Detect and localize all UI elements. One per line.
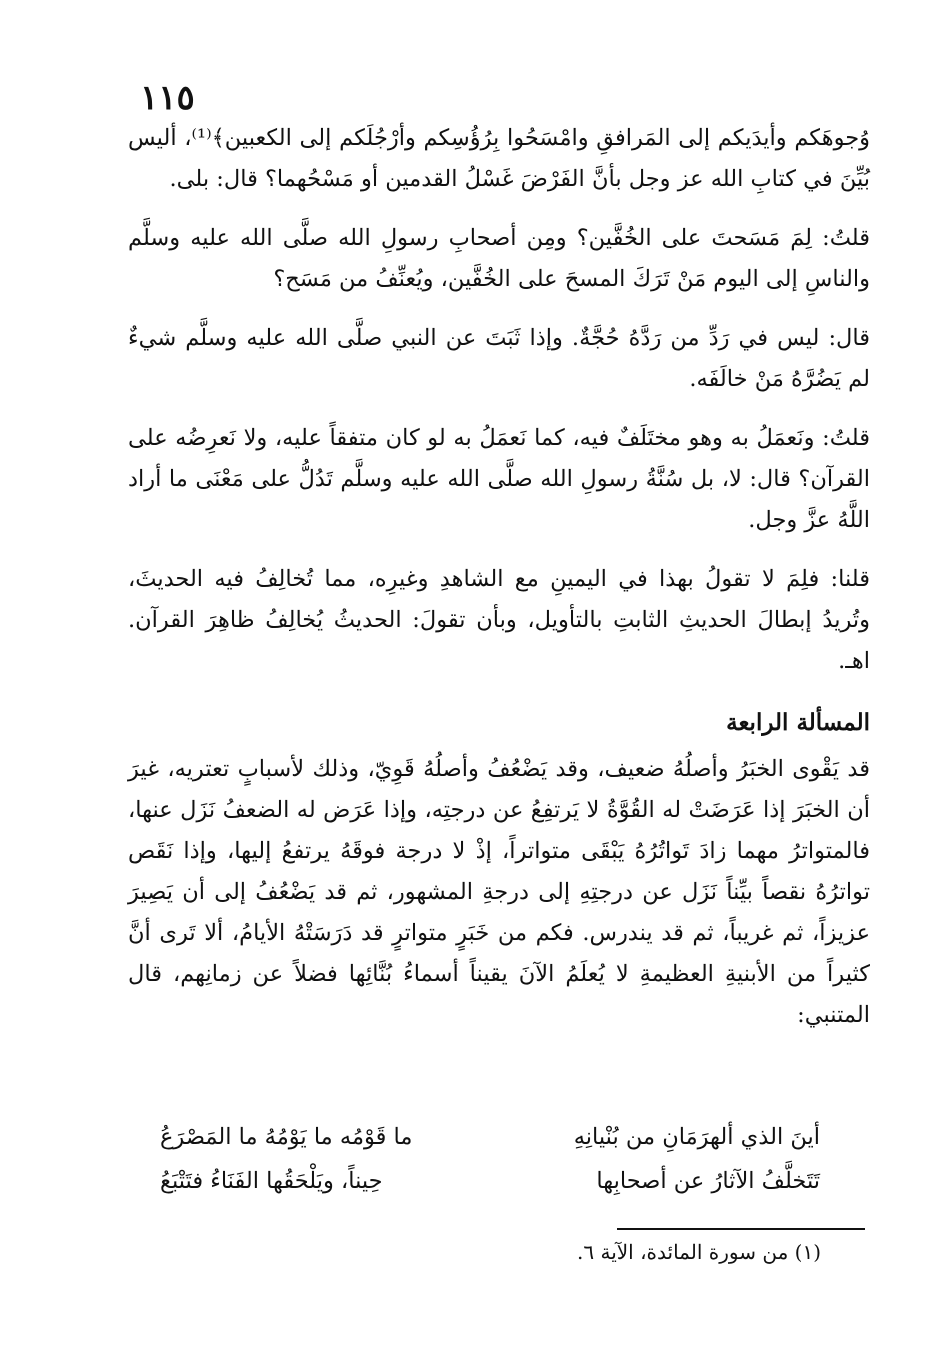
verse-second-hemistich: حِيناً، ويَلْحَقُها الفَنَاءُ فتَتْبَعُ [160, 1168, 383, 1194]
paragraph: قلنا: فلِمَ لا تقولُ بهذا في اليمينِ مع الشاهدِ وغيرِه، مما تُخالِفُ فيه الحديثَ، وتُريدُ إبطالَ الحديثِ الثابتِ بالتأويل، وبأن تقولَ: الحديثُ يُخالِفُ ظاهِرَ القرآن. اهـ. [128, 566, 870, 674]
footnote: (١) من سورة المائدة، الآية ٦. [577, 1240, 821, 1264]
verse-line [160, 1159, 820, 1203]
body-text [128, 118, 870, 1036]
page-number: ١١٥ [140, 78, 195, 118]
verse-line [160, 1115, 820, 1159]
paragraph: قلتُ: ونَعمَلُ به وهو مختَلَفٌ فيه، كما نَعمَلُ به لو كان متفقاً عليه، ولا نَعرِضُه على القرآن؟ قال: لا، بل سُنَّةُ رسولِ الله صلَّى الله عليه وسلَّم تَدُلُّ على مَعْنَى ما أراد اللَّهُ عزَّ وجل. [128, 425, 870, 533]
paragraph: قال: ليس في رَدِّ من رَدَّهُ حُجَّةٌ. وإذا ثَبَتَ عن النبي صلَّى الله عليه وسلَّم شيءٌ لم يَضُرَّهُ مَنْ خالَفَه. [128, 325, 870, 392]
verse-first-hemistich: تَتَخلَّفُ الآثارُ عن أصحابِها [596, 1168, 820, 1194]
paragraph: قلتُ: لِمَ مَسَحتَ على الخُفَّين؟ ومِن أصحابِ رسولِ الله صلَّى الله عليه وسلَّم والناسِ إلى اليوم مَنْ تَرَكَ المسحَ على الخُفَّين، ويُعنِّفُ من مَسَح؟ [128, 225, 870, 292]
section-paragraph: قد يَقْوى الخبَرُ وأصلُهُ ضعيف، وقد يَضْعُفُ وأصلُهُ قَوِيّ، وذلك لأسبابٍ تعتريه، غيرَ أن الخبَرَ إذا عَرَضَتْ له القُوَّةُ لا يَرتفِعُ عن درجتِه، وإذا عَرَض له الضعفُ نَزَل عنها، فالمتواترُ مهما زادَ تَواتُرُهُ يَبْقَى متواتراً، إذْ لا درجة فوقَهُ يرتفعُ إليها، وإذا نَقَص تواترُهُ نقصاً بيِّناً نَزَل عن درجتِهِ إلى درجةِ المشهور، ثم قد يَضْعُفُ إلى أن يَصِيرَ عزيزاً، ثم غريباً، ثم قد يندرس. فكم من خَبَرٍ متواترٍ قد دَرَسَتْهُ الأيامُ، ألا تَرى أنَّ كثيراً من الأبنيةِ العظيمةِ لا يُعلَمُ الآنَ يقيناً أسماءُ بُنَّائِها فضلاً عن زمانِهم، قال المتنبي: [128, 756, 870, 1028]
poem-verses [160, 1115, 820, 1203]
footnote-divider [617, 1228, 865, 1230]
verse-first-hemistich: أينَ الذي ألهرَمَانِ من بُنْيانِهِ [573, 1124, 820, 1150]
verse-second-hemistich: ما قَوْمُه ما يَوْمُهُ ما المَصْرَعُ [160, 1124, 413, 1150]
section-heading: المسألة الرابعة [726, 709, 870, 736]
paragraph: وُجوهَكم وأيدَيكم إلى المَرافقِ وامْسَحُوا بِرُؤُسِكم وأرْجُلَكم إلى الكعبين﴾⁽¹⁾، أليس بُيِّنَ في كتابِ الله عز وجل بأنَّ الفَرْضَ غَسْلُ القدمين أو مَسْحُهما؟ قال: بلى. [128, 125, 870, 192]
